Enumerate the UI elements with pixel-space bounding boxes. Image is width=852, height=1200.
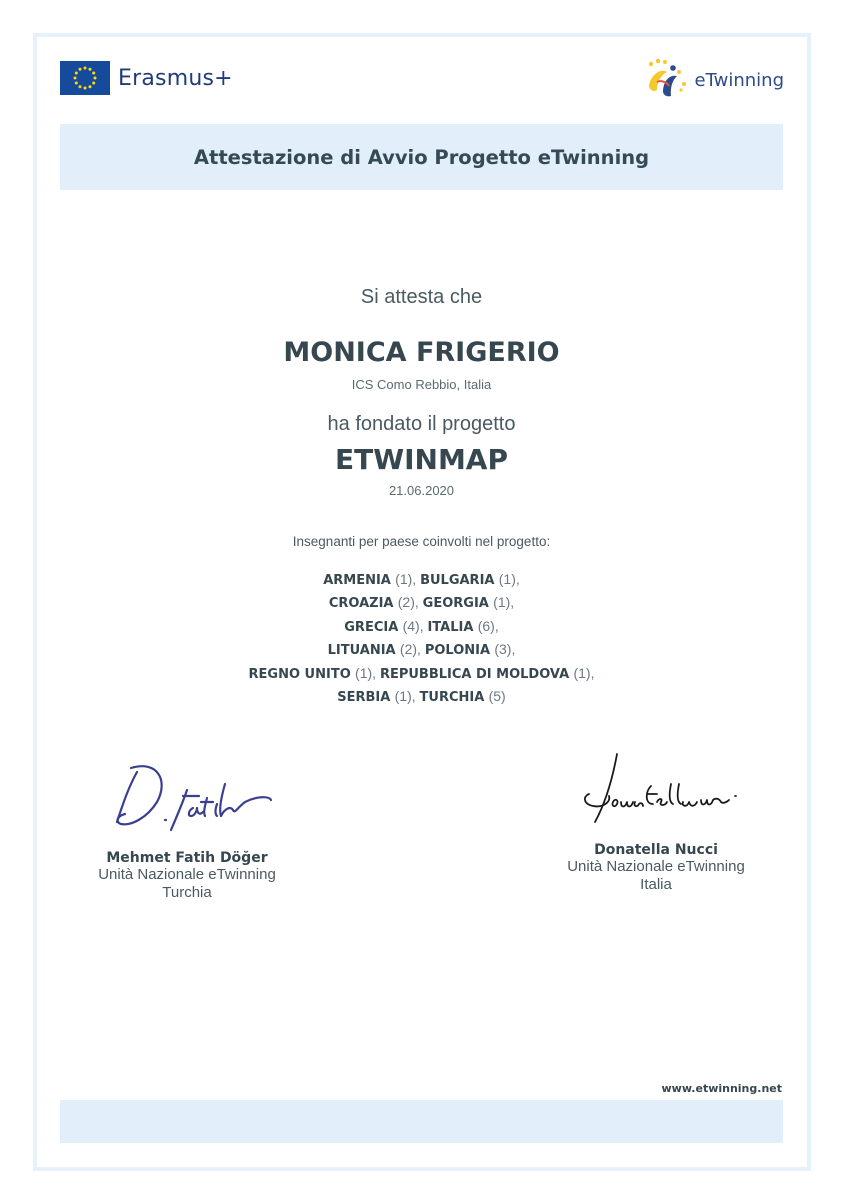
country-count: (2) (397, 594, 415, 611)
signatory-right-role: Unità Nazionale eTwinning (567, 858, 745, 875)
country-separator: , (419, 617, 428, 634)
country-count: (6) (477, 617, 495, 634)
country-separator: , (510, 594, 515, 611)
country-name: TURCHIA (419, 689, 485, 705)
etwinning-figures-icon (643, 56, 693, 104)
country-count: (1) (395, 571, 413, 587)
countries-line (60, 591, 783, 614)
country-name: ITALIA (427, 619, 474, 635)
country-separator: , (414, 594, 423, 611)
countries-intro: Insegnanti per paese coinvolti nel progetto: (292, 534, 551, 549)
title-banner (60, 124, 783, 190)
etwinning-wordmark: eTwinning (694, 69, 784, 91)
signatory-left (77, 750, 297, 902)
footer-band (60, 1100, 783, 1143)
etwinning-logo (643, 58, 784, 102)
country-separator: , (511, 641, 516, 658)
country-separator: , (372, 664, 380, 681)
country-separator: , (515, 571, 520, 587)
country-count: (1) (493, 594, 511, 611)
school-name: ICS Como Rebbio, Italia (351, 377, 492, 392)
erasmus-logo (60, 60, 233, 96)
signature-right-image (561, 746, 751, 842)
country-name: REPUBBLICA DI MOLDOVA (379, 666, 570, 682)
country-name: BULGARIA (420, 573, 495, 588)
signature-left-image (87, 750, 287, 850)
country-name: CROAZIA (328, 596, 394, 612)
signatory-left-country: Turchia (162, 884, 212, 901)
countries-line (60, 662, 783, 685)
signatory-right-name: Donatella Nucci (594, 842, 718, 858)
country-count: (4) (402, 617, 420, 634)
intro-text: Si attesta che (360, 286, 483, 308)
countries-list (60, 568, 783, 708)
signatory-right (546, 746, 766, 894)
country-count: (5) (488, 687, 506, 704)
signatory-left-name: Mehmet Fatih Döğer (106, 850, 268, 866)
country-name: POLONIA (424, 643, 491, 659)
erasmus-wordmark: Erasmus+ (118, 65, 233, 91)
country-count: (3) (494, 641, 512, 658)
countries-line (60, 615, 783, 638)
country-name: REGNO UNITO (248, 666, 351, 682)
project-date: 21.06.2020 (388, 483, 455, 498)
certificate-title: Attestazione di Avvio Progetto eTwinning (193, 145, 650, 169)
person-name: MONICA FRIGERIO (283, 337, 560, 368)
countries-line (60, 568, 783, 591)
country-name: GEORGIA (422, 596, 489, 612)
country-count: (1) (355, 664, 373, 681)
signatory-right-country: Italia (640, 876, 672, 893)
country-name: SERBIA (337, 689, 391, 705)
eu-flag-icon (60, 61, 110, 95)
country-separator: , (417, 641, 425, 658)
country-count: (1) (394, 687, 412, 704)
country-name: GRECIA (344, 619, 399, 635)
country-separator: , (412, 571, 421, 587)
country-count: (2) (399, 641, 418, 658)
website-link[interactable]: www.etwinning.net (661, 1082, 782, 1095)
country-separator: , (411, 687, 420, 704)
founded-text: ha fondato il progetto (327, 413, 516, 435)
countries-line (60, 685, 783, 708)
country-name: LITUANIA (327, 643, 396, 659)
country-count: (1) (573, 664, 591, 681)
country-count: (1) (498, 571, 516, 587)
project-name: ETWINMAP (334, 443, 509, 476)
countries-line (60, 638, 783, 661)
country-separator: , (494, 617, 499, 634)
country-separator: , (590, 664, 595, 681)
country-name: ARMENIA (323, 573, 391, 588)
signatory-left-role: Unità Nazionale eTwinning (98, 866, 276, 883)
